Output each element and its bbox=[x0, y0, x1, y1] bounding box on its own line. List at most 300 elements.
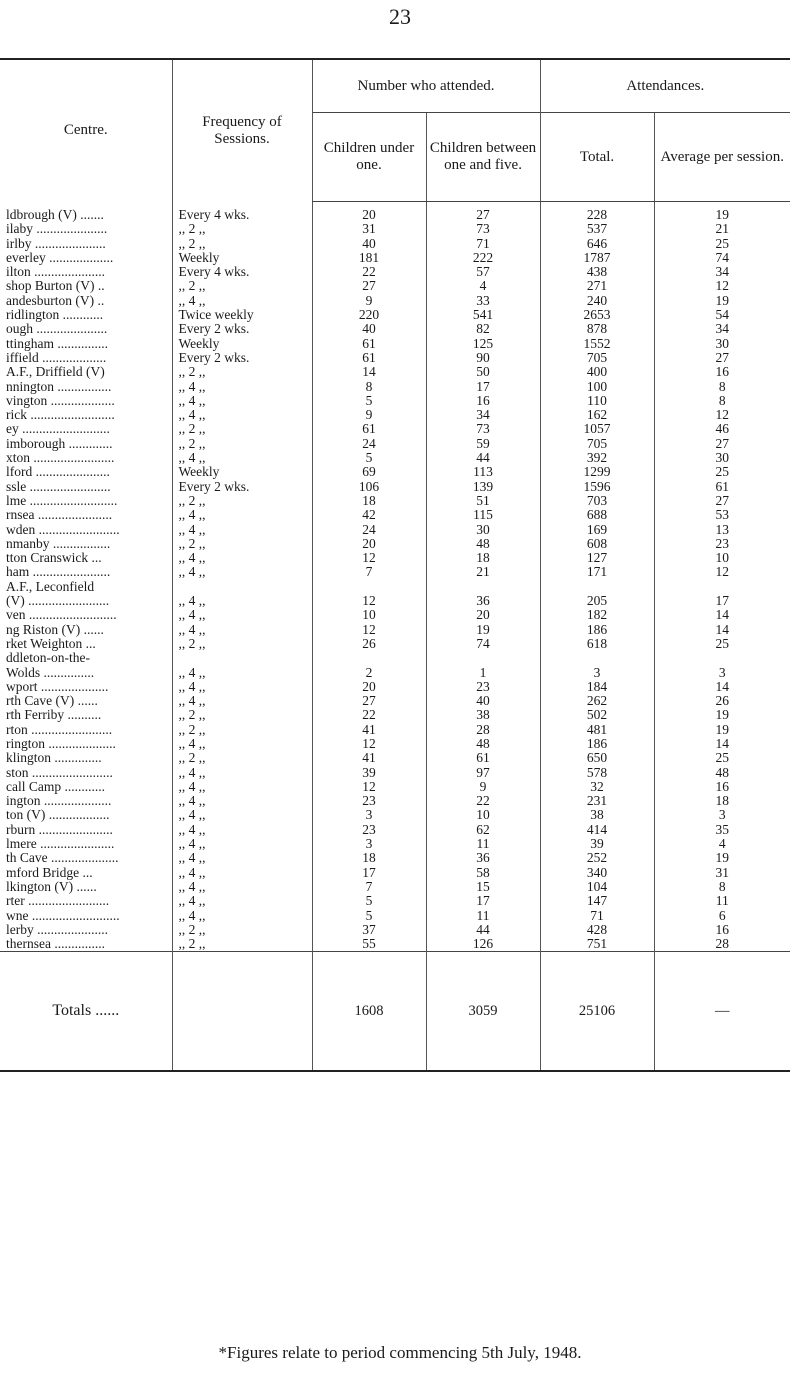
table-row bbox=[0, 608, 790, 622]
table-row bbox=[0, 251, 790, 265]
cell-under-one: 37 bbox=[312, 923, 426, 937]
cell-under-one: 12 bbox=[312, 737, 426, 751]
cell-centre: irlby ..................... bbox=[6, 236, 106, 251]
cell-frequency: ,, 4 ,, bbox=[172, 766, 312, 780]
cell-under-one: 61 bbox=[312, 337, 426, 351]
cell-centre: rket Weighton ... bbox=[6, 636, 96, 651]
cell-one-to-five: 1 bbox=[426, 666, 540, 680]
cell-under-one: 20 bbox=[312, 202, 426, 223]
cell-centre: nmanby ................. bbox=[6, 536, 111, 551]
cell-frequency: ,, 4 ,, bbox=[172, 408, 312, 422]
cell-average: 8 bbox=[654, 880, 790, 894]
cell-frequency: ,, 4 ,, bbox=[172, 808, 312, 822]
cell-centre: ddleton-on-the- bbox=[6, 651, 90, 666]
cell-under-one: 9 bbox=[312, 408, 426, 422]
cell-one-to-five: 73 bbox=[426, 422, 540, 436]
cell-total: 1299 bbox=[540, 465, 654, 479]
header-attendances: Attendances. bbox=[540, 59, 790, 113]
table-row bbox=[0, 909, 790, 923]
cell-centre: lme .......................... bbox=[6, 493, 118, 508]
cell-total: 39 bbox=[540, 837, 654, 851]
cell-centre: ey .......................... bbox=[6, 422, 110, 437]
cell-under-one: 12 bbox=[312, 551, 426, 565]
table-row bbox=[0, 937, 790, 952]
cell-total: 705 bbox=[540, 351, 654, 365]
cell-average: 21 bbox=[654, 222, 790, 236]
cell-average: 19 bbox=[654, 202, 790, 223]
table-row bbox=[0, 337, 790, 351]
header-number-attended: Number who attended. bbox=[312, 59, 540, 113]
cell-centre: wden ........................ bbox=[6, 522, 120, 537]
cell-total: 184 bbox=[540, 680, 654, 694]
totals-frequency bbox=[172, 952, 312, 1072]
totals-one-to-five: 3059 bbox=[426, 952, 540, 1072]
cell-average: 16 bbox=[654, 365, 790, 379]
table-row bbox=[0, 494, 790, 508]
cell-one-to-five: 58 bbox=[426, 866, 540, 880]
table-row bbox=[0, 380, 790, 394]
cell-average: 18 bbox=[654, 794, 790, 808]
cell-centre: ridlington ............ bbox=[6, 308, 104, 323]
cell-average: 10 bbox=[654, 551, 790, 565]
cell-under-one: 40 bbox=[312, 322, 426, 336]
table-row bbox=[0, 666, 790, 680]
cell-under-one: 31 bbox=[312, 222, 426, 236]
cell-average: 14 bbox=[654, 623, 790, 637]
cell-centre: ttingham ............... bbox=[6, 336, 108, 351]
cell-one-to-five: 17 bbox=[426, 380, 540, 394]
cell-frequency: Weekly bbox=[172, 251, 312, 265]
cell-one-to-five: 59 bbox=[426, 437, 540, 451]
cell-centre: Wolds ............... bbox=[6, 665, 95, 680]
cell-total: 2653 bbox=[540, 308, 654, 322]
cell-one-to-five: 17 bbox=[426, 894, 540, 908]
header-under-one: Children under one. bbox=[312, 113, 426, 202]
cell-average: 46 bbox=[654, 422, 790, 436]
cell-average: 14 bbox=[654, 737, 790, 751]
cell-under-one: 5 bbox=[312, 394, 426, 408]
table-row bbox=[0, 437, 790, 451]
cell-one-to-five: 71 bbox=[426, 237, 540, 251]
cell-frequency bbox=[172, 580, 312, 594]
table-row bbox=[0, 565, 790, 579]
cell-centre: tton Cranswick ... bbox=[6, 551, 102, 566]
cell-total: 182 bbox=[540, 608, 654, 622]
cell-one-to-five: 222 bbox=[426, 251, 540, 265]
cell-total: 127 bbox=[540, 551, 654, 565]
table-body bbox=[0, 202, 790, 952]
cell-average: 54 bbox=[654, 308, 790, 322]
cell-average: 12 bbox=[654, 408, 790, 422]
cell-one-to-five: 74 bbox=[426, 637, 540, 651]
cell-centre: vington ................... bbox=[6, 393, 115, 408]
cell-one-to-five bbox=[426, 651, 540, 665]
cell-frequency: ,, 4 ,, bbox=[172, 594, 312, 608]
cell-under-one: 3 bbox=[312, 837, 426, 851]
header-frequency: Frequency of Sessions. bbox=[172, 59, 312, 202]
cell-centre: rth Cave (V) ...... bbox=[6, 694, 98, 709]
cell-centre: rnsea ...................... bbox=[6, 508, 113, 523]
cell-average: 12 bbox=[654, 279, 790, 293]
cell-one-to-five: 18 bbox=[426, 551, 540, 565]
cell-centre: ham ....................... bbox=[6, 565, 111, 580]
cell-average: 19 bbox=[654, 708, 790, 722]
cell-average: 34 bbox=[654, 322, 790, 336]
cell-average: 19 bbox=[654, 851, 790, 865]
cell-centre: rth Ferriby .......... bbox=[6, 708, 102, 723]
cell-under-one: 40 bbox=[312, 237, 426, 251]
header-centre: Centre. bbox=[0, 59, 172, 202]
cell-one-to-five: 62 bbox=[426, 823, 540, 837]
cell-total: 705 bbox=[540, 437, 654, 451]
cell-total: 578 bbox=[540, 766, 654, 780]
cell-one-to-five: 48 bbox=[426, 737, 540, 751]
table-row bbox=[0, 880, 790, 894]
cell-one-to-five: 15 bbox=[426, 880, 540, 894]
cell-under-one: 42 bbox=[312, 508, 426, 522]
cell-frequency: ,, 4 ,, bbox=[172, 565, 312, 579]
cell-frequency: ,, 2 ,, bbox=[172, 437, 312, 451]
table-row bbox=[0, 551, 790, 565]
cell-total: 147 bbox=[540, 894, 654, 908]
cell-frequency: Every 2 wks. bbox=[172, 322, 312, 336]
cell-frequency: ,, 4 ,, bbox=[172, 851, 312, 865]
cell-frequency: ,, 4 ,, bbox=[172, 866, 312, 880]
cell-average bbox=[654, 651, 790, 665]
table-row bbox=[0, 580, 790, 594]
cell-total: 1552 bbox=[540, 337, 654, 351]
cell-average: 27 bbox=[654, 494, 790, 508]
cell-total: 481 bbox=[540, 723, 654, 737]
cell-average: 25 bbox=[654, 237, 790, 251]
table-row bbox=[0, 394, 790, 408]
cell-one-to-five: 82 bbox=[426, 322, 540, 336]
cell-under-one: 69 bbox=[312, 465, 426, 479]
cell-centre: iffield ................... bbox=[6, 350, 107, 365]
cell-under-one: 9 bbox=[312, 294, 426, 308]
cell-centre: th Cave .................... bbox=[6, 851, 119, 866]
cell-one-to-five: 21 bbox=[426, 565, 540, 579]
table-row bbox=[0, 537, 790, 551]
cell-under-one: 5 bbox=[312, 909, 426, 923]
cell-under-one: 55 bbox=[312, 937, 426, 952]
cell-one-to-five: 10 bbox=[426, 808, 540, 822]
cell-frequency: ,, 2 ,, bbox=[172, 708, 312, 722]
cell-total: 71 bbox=[540, 909, 654, 923]
cell-centre: ough ..................... bbox=[6, 322, 108, 337]
cell-under-one: 24 bbox=[312, 437, 426, 451]
table-row bbox=[0, 694, 790, 708]
cell-centre: wport .................... bbox=[6, 679, 109, 694]
cell-centre: rick ......................... bbox=[6, 408, 115, 423]
table-row bbox=[0, 808, 790, 822]
cell-frequency: ,, 2 ,, bbox=[172, 365, 312, 379]
cell-centre: ven .......................... bbox=[6, 608, 117, 623]
cell-frequency: ,, 4 ,, bbox=[172, 451, 312, 465]
cell-total: 703 bbox=[540, 494, 654, 508]
cell-average: 26 bbox=[654, 694, 790, 708]
cell-centre: lmere ...................... bbox=[6, 837, 115, 852]
cell-average: 6 bbox=[654, 909, 790, 923]
cell-average: 8 bbox=[654, 380, 790, 394]
cell-frequency: ,, 2 ,, bbox=[172, 422, 312, 436]
cell-one-to-five: 541 bbox=[426, 308, 540, 322]
cell-average: 17 bbox=[654, 594, 790, 608]
cell-frequency: ,, 4 ,, bbox=[172, 551, 312, 565]
cell-total: 169 bbox=[540, 523, 654, 537]
cell-total: 104 bbox=[540, 880, 654, 894]
cell-under-one: 27 bbox=[312, 279, 426, 293]
cell-centre: ilaby ..................... bbox=[6, 222, 108, 237]
page-number: 23 bbox=[389, 4, 411, 29]
cell-total bbox=[540, 651, 654, 665]
cell-one-to-five bbox=[426, 580, 540, 594]
cell-frequency: ,, 2 ,, bbox=[172, 937, 312, 952]
cell-one-to-five: 90 bbox=[426, 351, 540, 365]
cell-under-one: 3 bbox=[312, 808, 426, 822]
cell-centre: andesburton (V) .. bbox=[6, 293, 105, 308]
cell-frequency: ,, 4 ,, bbox=[172, 508, 312, 522]
table-row bbox=[0, 422, 790, 436]
table-row bbox=[0, 594, 790, 608]
cell-total: 1596 bbox=[540, 480, 654, 494]
table-row bbox=[0, 766, 790, 780]
cell-under-one: 24 bbox=[312, 523, 426, 537]
table-row bbox=[0, 737, 790, 751]
cell-centre: ton (V) .................. bbox=[6, 808, 110, 823]
cell-average: 34 bbox=[654, 265, 790, 279]
table-row bbox=[0, 279, 790, 293]
cell-frequency: ,, 4 ,, bbox=[172, 694, 312, 708]
cell-frequency: ,, 2 ,, bbox=[172, 279, 312, 293]
table-row bbox=[0, 237, 790, 251]
cell-frequency: ,, 2 ,, bbox=[172, 222, 312, 236]
cell-under-one: 5 bbox=[312, 894, 426, 908]
cell-centre: ng Riston (V) ...... bbox=[6, 622, 104, 637]
cell-average: 14 bbox=[654, 680, 790, 694]
table-row bbox=[0, 794, 790, 808]
cell-under-one: 5 bbox=[312, 451, 426, 465]
cell-one-to-five: 50 bbox=[426, 365, 540, 379]
totals-row bbox=[0, 952, 790, 1072]
cell-centre: shop Burton (V) .. bbox=[6, 279, 105, 294]
cell-one-to-five: 38 bbox=[426, 708, 540, 722]
cell-one-to-five: 97 bbox=[426, 766, 540, 780]
cell-centre: thernsea ............... bbox=[6, 937, 105, 952]
cell-one-to-five: 61 bbox=[426, 751, 540, 765]
cell-average: 13 bbox=[654, 523, 790, 537]
table-row bbox=[0, 651, 790, 665]
cell-one-to-five: 48 bbox=[426, 537, 540, 551]
header-total: Total. bbox=[540, 113, 654, 202]
cell-total: 400 bbox=[540, 365, 654, 379]
cell-frequency: ,, 4 ,, bbox=[172, 894, 312, 908]
cell-under-one: 10 bbox=[312, 608, 426, 622]
cell-average: 12 bbox=[654, 565, 790, 579]
table-row bbox=[0, 365, 790, 379]
footnote: *Figures relate to period commencing 5th July, 1948. bbox=[218, 1343, 582, 1362]
cell-one-to-five: 40 bbox=[426, 694, 540, 708]
cell-average: 11 bbox=[654, 894, 790, 908]
cell-total: 392 bbox=[540, 451, 654, 465]
cell-frequency: Every 4 wks. bbox=[172, 265, 312, 279]
cell-average: 61 bbox=[654, 480, 790, 494]
table-row bbox=[0, 723, 790, 737]
table-row bbox=[0, 480, 790, 494]
cell-frequency: ,, 2 ,, bbox=[172, 537, 312, 551]
cell-average: 30 bbox=[654, 337, 790, 351]
cell-frequency: ,, 4 ,, bbox=[172, 380, 312, 394]
cell-under-one: 7 bbox=[312, 565, 426, 579]
cell-under-one: 106 bbox=[312, 480, 426, 494]
cell-frequency: Every 2 wks. bbox=[172, 480, 312, 494]
cell-frequency: ,, 2 ,, bbox=[172, 751, 312, 765]
cell-total: 171 bbox=[540, 565, 654, 579]
cell-under-one: 22 bbox=[312, 265, 426, 279]
cell-total: 502 bbox=[540, 708, 654, 722]
cell-centre: lford ...................... bbox=[6, 465, 110, 480]
cell-one-to-five: 44 bbox=[426, 923, 540, 937]
cell-average: 14 bbox=[654, 608, 790, 622]
cell-under-one: 39 bbox=[312, 766, 426, 780]
cell-centre: ldbrough (V) ....... bbox=[6, 206, 104, 222]
cell-average: 27 bbox=[654, 351, 790, 365]
cell-total: 3 bbox=[540, 666, 654, 680]
cell-one-to-five: 23 bbox=[426, 680, 540, 694]
cell-centre: ssle ........................ bbox=[6, 479, 111, 494]
cell-under-one: 18 bbox=[312, 851, 426, 865]
cell-total: 32 bbox=[540, 780, 654, 794]
cell-centre: rburn ...................... bbox=[6, 822, 113, 837]
cell-total: 38 bbox=[540, 808, 654, 822]
totals-under-one: 1608 bbox=[312, 952, 426, 1072]
cell-average: 3 bbox=[654, 666, 790, 680]
cell-total: 650 bbox=[540, 751, 654, 765]
cell-frequency: ,, 4 ,, bbox=[172, 294, 312, 308]
totals-label: Totals ...... bbox=[0, 952, 172, 1072]
cell-under-one: 22 bbox=[312, 708, 426, 722]
cell-under-one: 23 bbox=[312, 823, 426, 837]
cell-one-to-five: 19 bbox=[426, 623, 540, 637]
cell-under-one: 7 bbox=[312, 880, 426, 894]
cell-one-to-five: 51 bbox=[426, 494, 540, 508]
cell-total: 186 bbox=[540, 623, 654, 637]
cell-one-to-five: 73 bbox=[426, 222, 540, 236]
cell-average: 25 bbox=[654, 637, 790, 651]
cell-under-one: 14 bbox=[312, 365, 426, 379]
cell-frequency: ,, 2 ,, bbox=[172, 723, 312, 737]
table-row bbox=[0, 923, 790, 937]
cell-total: 186 bbox=[540, 737, 654, 751]
table-row bbox=[0, 751, 790, 765]
cell-frequency: ,, 2 ,, bbox=[172, 494, 312, 508]
table-row bbox=[0, 294, 790, 308]
cell-total: 537 bbox=[540, 222, 654, 236]
cell-centre: mford Bridge ... bbox=[6, 865, 93, 880]
cell-frequency: ,, 4 ,, bbox=[172, 623, 312, 637]
cell-frequency: ,, 4 ,, bbox=[172, 880, 312, 894]
cell-under-one: 181 bbox=[312, 251, 426, 265]
cell-under-one: 12 bbox=[312, 780, 426, 794]
cell-average: 3 bbox=[654, 808, 790, 822]
cell-frequency: ,, 2 ,, bbox=[172, 637, 312, 651]
cell-total: 100 bbox=[540, 380, 654, 394]
cell-total: 240 bbox=[540, 294, 654, 308]
table-row bbox=[0, 351, 790, 365]
cell-frequency: ,, 4 ,, bbox=[172, 394, 312, 408]
cell-total: 608 bbox=[540, 537, 654, 551]
cell-one-to-five: 115 bbox=[426, 508, 540, 522]
attendance-table bbox=[0, 58, 790, 1072]
cell-frequency: ,, 4 ,, bbox=[172, 794, 312, 808]
cell-centre: rton ........................ bbox=[6, 722, 113, 737]
cell-centre: klington .............. bbox=[6, 751, 102, 766]
cell-centre: ston ........................ bbox=[6, 765, 113, 780]
header-one-to-five: Children between one and five. bbox=[426, 113, 540, 202]
cell-under-one: 41 bbox=[312, 751, 426, 765]
cell-average: 16 bbox=[654, 780, 790, 794]
cell-total: 231 bbox=[540, 794, 654, 808]
cell-one-to-five: 30 bbox=[426, 523, 540, 537]
cell-frequency: ,, 2 ,, bbox=[172, 923, 312, 937]
cell-under-one: 220 bbox=[312, 308, 426, 322]
totals-total: 25106 bbox=[540, 952, 654, 1072]
cell-one-to-five: 16 bbox=[426, 394, 540, 408]
cell-average: 27 bbox=[654, 437, 790, 451]
table-row bbox=[0, 408, 790, 422]
cell-average: 4 bbox=[654, 837, 790, 851]
table-row bbox=[0, 308, 790, 322]
table-row bbox=[0, 523, 790, 537]
cell-total: 428 bbox=[540, 923, 654, 937]
cell-centre: everley ................... bbox=[6, 250, 114, 265]
cell-one-to-five: 36 bbox=[426, 851, 540, 865]
cell-under-one bbox=[312, 580, 426, 594]
cell-under-one: 27 bbox=[312, 694, 426, 708]
cell-one-to-five: 125 bbox=[426, 337, 540, 351]
cell-average: 23 bbox=[654, 537, 790, 551]
table-row bbox=[0, 265, 790, 279]
cell-frequency: Weekly bbox=[172, 337, 312, 351]
cell-under-one bbox=[312, 651, 426, 665]
cell-one-to-five: 11 bbox=[426, 837, 540, 851]
cell-one-to-five: 27 bbox=[426, 202, 540, 223]
table-row bbox=[0, 823, 790, 837]
cell-centre: lkington (V) ...... bbox=[6, 879, 97, 894]
cell-frequency: Every 2 wks. bbox=[172, 351, 312, 365]
cell-frequency: ,, 4 ,, bbox=[172, 737, 312, 751]
cell-average: 35 bbox=[654, 823, 790, 837]
cell-one-to-five: 9 bbox=[426, 780, 540, 794]
cell-total: 340 bbox=[540, 866, 654, 880]
cell-frequency: Twice weekly bbox=[172, 308, 312, 322]
cell-total: 1787 bbox=[540, 251, 654, 265]
cell-total: 228 bbox=[540, 202, 654, 223]
header-average: Average per session. bbox=[654, 113, 790, 202]
cell-under-one: 61 bbox=[312, 351, 426, 365]
cell-one-to-five: 11 bbox=[426, 909, 540, 923]
cell-frequency: ,, 4 ,, bbox=[172, 666, 312, 680]
cell-one-to-five: 139 bbox=[426, 480, 540, 494]
cell-total: 205 bbox=[540, 594, 654, 608]
table-row bbox=[0, 322, 790, 336]
cell-total: 271 bbox=[540, 279, 654, 293]
cell-total: 646 bbox=[540, 237, 654, 251]
cell-centre: imborough ............. bbox=[6, 436, 113, 451]
cell-frequency: ,, 4 ,, bbox=[172, 909, 312, 923]
cell-frequency: ,, 4 ,, bbox=[172, 608, 312, 622]
cell-total bbox=[540, 580, 654, 594]
